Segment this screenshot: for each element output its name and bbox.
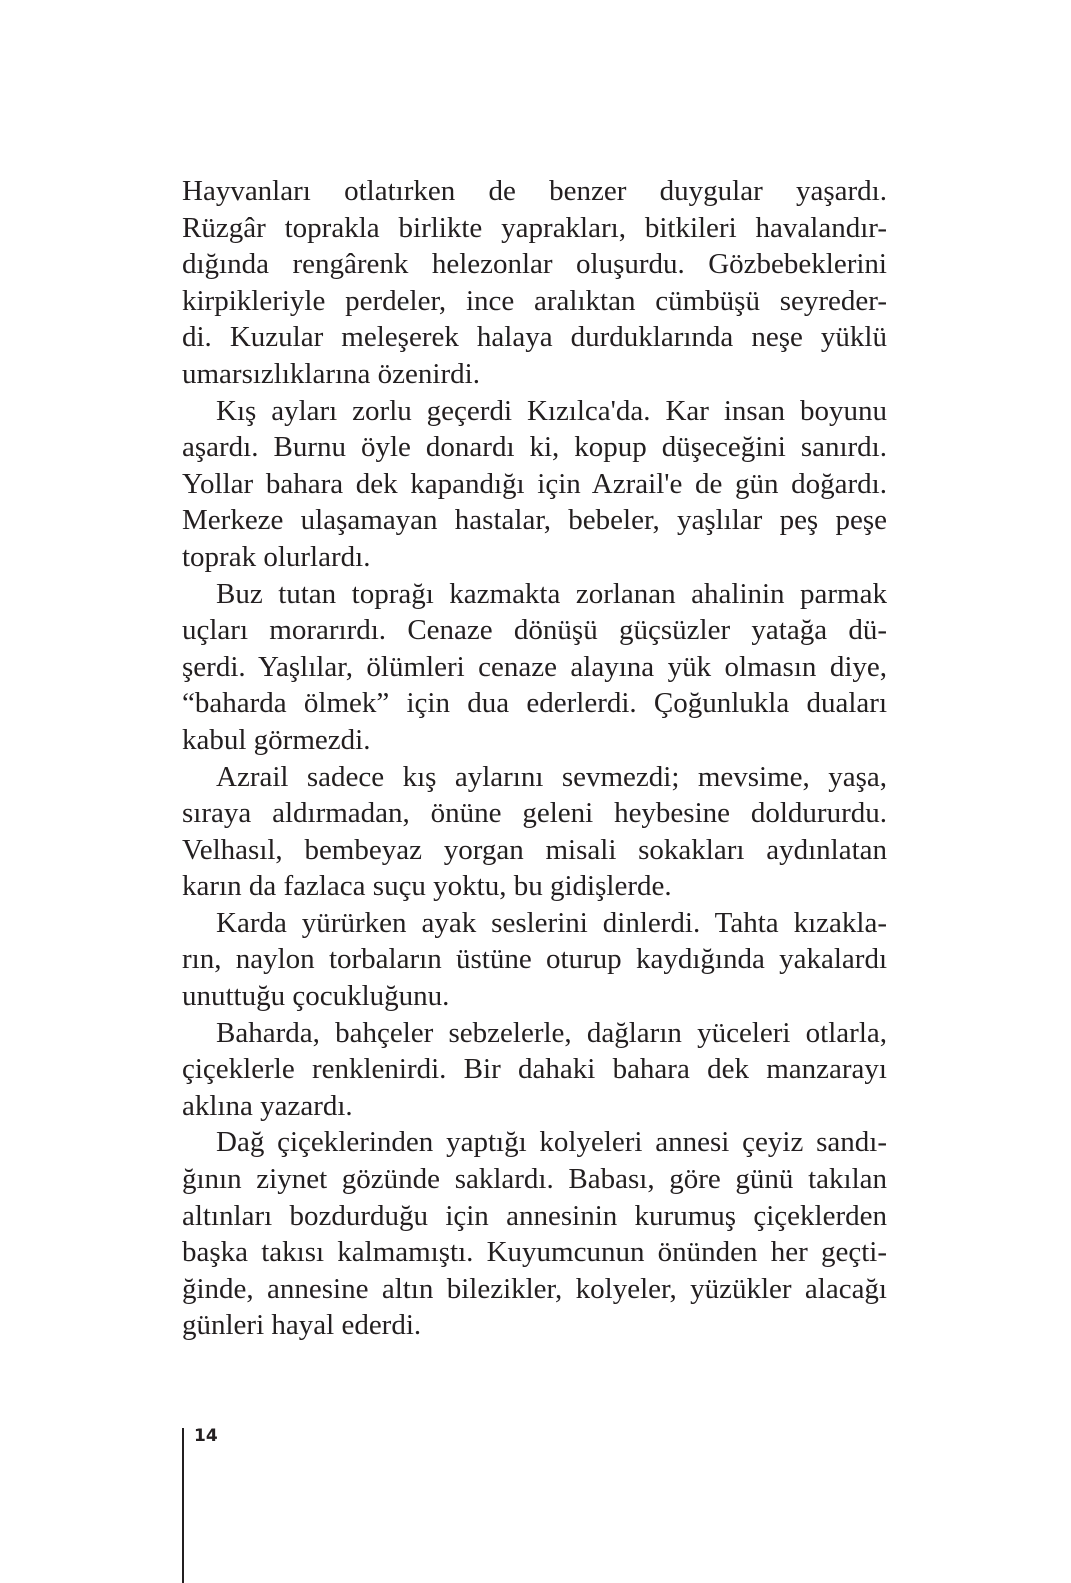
paragraph-6 — [182, 1015, 887, 1125]
text-line: karın da fazlaca suçu yoktu, bu gidişlerde. — [182, 870, 672, 903]
text-line: aşardı. Burnu öyle donardı ki, kopup düşeceğini sanırdı. — [182, 431, 887, 464]
text-line: di. Kuzular meleşerek halaya durduklarında neşe yüklü — [182, 321, 887, 354]
text-line: toprak olurlardı. — [182, 540, 371, 573]
paragraph-7 — [182, 1124, 887, 1344]
text-line: “baharda ölmek” için dua ederlerdi. Çoğunlukla duaları — [182, 687, 887, 720]
text-line: Baharda, bahçeler sebzelerle, dağların yüceleri otlarla, — [216, 1016, 887, 1049]
text-line: uçları morarırdı. Cenaze dönüşü güçsüzler yatağa dü- — [182, 614, 887, 647]
text-line: Dağ çiçeklerinden yaptığı kolyeleri annesi çeyiz sandı- — [216, 1126, 887, 1159]
paragraph-5 — [182, 905, 887, 1015]
text-line: ğının ziynet gözünde saklardı. Babası, göre günü takılan — [182, 1163, 887, 1196]
text-line: dığında rengârenk helezonlar oluşurdu. Gözbebeklerini — [182, 248, 887, 281]
body-text — [182, 173, 887, 1344]
text-line: Rüzgâr toprakla birlikte yaprakları, bitkileri havalandır- — [182, 211, 887, 244]
text-line: aklına yazardı. — [182, 1089, 353, 1122]
text-line: Merkeze ulaşamayan hastalar, bebeler, yaşlılar peş peşe — [182, 504, 887, 537]
text-line: Buz tutan toprağı kazmakta zorlanan ahalinin parmak — [216, 577, 887, 610]
text-line: rın, naylon torbaların üstüne oturup kaydığında yakalardı — [182, 943, 887, 976]
text-line: Karda yürürken ayak seslerini dinlerdi. Tahta kızakla- — [216, 906, 887, 939]
text-line: günleri hayal ederdi. — [182, 1309, 422, 1342]
text-line: altınları bozdurduğu için annesinin kurumuş çiçeklerden — [182, 1199, 887, 1232]
text-line: çiçeklerle renklenirdi. Bir dahaki bahara dek manzarayı — [182, 1053, 887, 1086]
text-line: şerdi. Yaşlılar, ölümleri cenaze alayına yük olmasın diye, — [182, 650, 887, 683]
text-line: Yollar bahara dek kapandığı için Azrail'e de gün doğardı. — [182, 467, 887, 500]
text-line: kirpikleriyle perdeler, ince aralıktan cümbüşü seyreder- — [182, 284, 887, 317]
text-line: Hayvanları otlatırken de benzer duygular yaşardı. — [182, 175, 887, 207]
text-line: Kış ayları zorlu geçerdi Kızılca'da. Kar insan boyunu — [216, 394, 887, 427]
text-line: unuttuğu çocukluğunu. — [182, 980, 450, 1013]
paragraph-4 — [182, 759, 887, 905]
text-line: Velhasıl, bembeyaz yorgan misali sokakları aydınlatan — [182, 833, 887, 866]
paragraph-3 — [182, 576, 887, 759]
text-line: umarsızlıklarına özenirdi. — [182, 357, 480, 390]
text-line: sıraya aldırmadan, önüne geleni heybesine doldururdu. — [182, 797, 887, 830]
text-line: Azrail sadece kış aylarını sevmezdi; mevsime, yaşa, — [216, 760, 887, 793]
paragraph-2 — [182, 393, 887, 576]
paragraph-1 — [182, 173, 887, 393]
text-line: başka takısı kalmamıştı. Kuyumcunun önünden her geçti- — [182, 1236, 887, 1269]
page-number: 14 — [194, 1426, 218, 1446]
text-line: kabul görmezdi. — [182, 723, 371, 756]
text-line: ğinde, annesine altın bilezikler, kolyeler, yüzükler alacağı — [182, 1272, 887, 1305]
footer-rule — [182, 1428, 184, 1583]
